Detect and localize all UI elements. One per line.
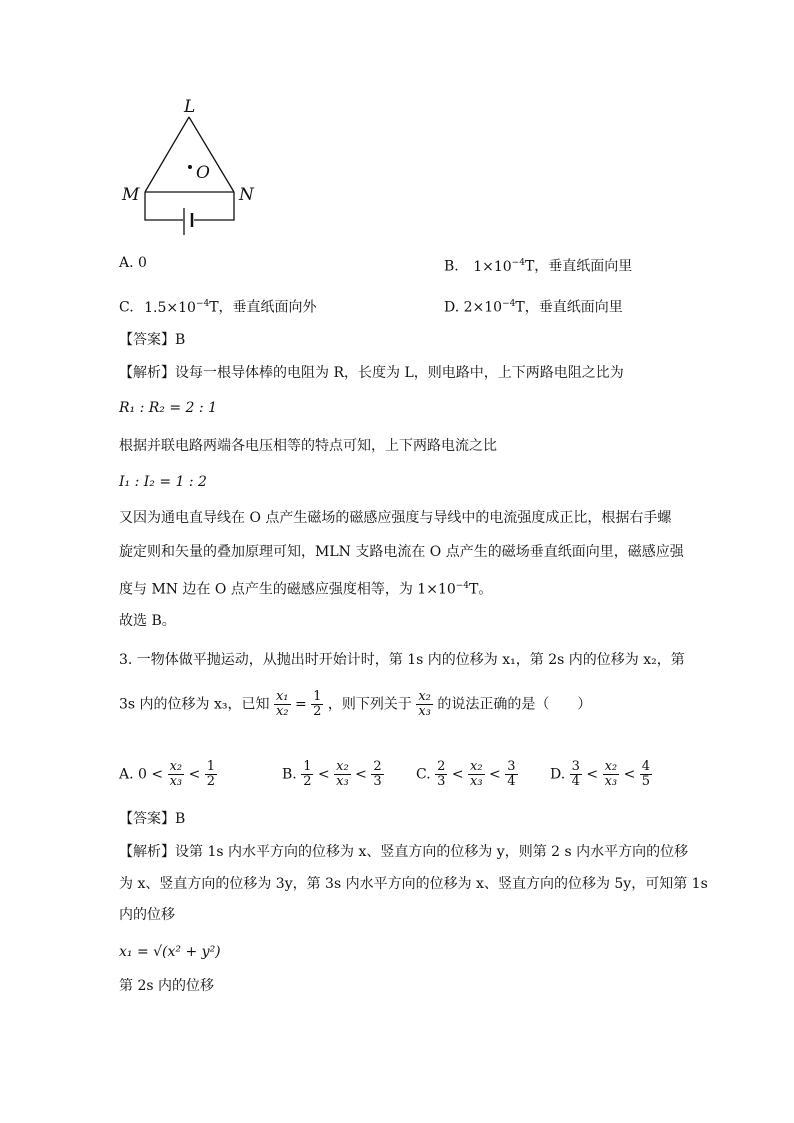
- q2-option-b-exp: −4: [511, 258, 525, 268]
- q3-option-d-label: D.: [550, 766, 566, 783]
- q3-option-c-mid-den: x₃: [470, 774, 483, 789]
- q3-fraction-known: [274, 690, 291, 719]
- q3-fraction-query-num: x₂: [418, 689, 431, 704]
- q2-option-d-label: D.: [444, 299, 460, 316]
- q2-answer-value: B: [175, 332, 186, 348]
- q2-equation-current: I₁ : I₂ = 1 : 2: [119, 474, 207, 490]
- q3-fraction-half-den: 2: [313, 704, 322, 719]
- q3-option-b-upper-num: 2: [373, 759, 382, 774]
- point-o-dot: [188, 165, 192, 169]
- q3-option-c-upper: [505, 760, 517, 789]
- label-m: M: [122, 185, 140, 205]
- q3-answer: [119, 809, 185, 829]
- q3-fraction-half-num: 1: [313, 689, 322, 704]
- q3-option-a-upper-den: 2: [206, 774, 216, 789]
- q3-option-d-lower-den: 4: [571, 774, 580, 789]
- side-ml: [145, 117, 189, 192]
- q3-analysis-line-4: 第 2s 内的位移: [119, 978, 214, 994]
- q3-option-d-mid-den: x₃: [604, 774, 618, 789]
- q2-analysis-line-5: [119, 576, 492, 600]
- q3-option-c-lower-num: 2: [437, 759, 446, 774]
- q3-fraction-known-num: x₁: [275, 689, 289, 704]
- q3-option-a-upper-num: 1: [206, 759, 216, 774]
- q3-option-c-label: C.: [416, 766, 431, 783]
- q3-option-d: [550, 760, 652, 789]
- q3-analysis-line-1: [119, 842, 688, 862]
- q3-equation-x1: x₁ = √(x² + y²): [119, 944, 221, 960]
- q2-analysis-line-2: 根据并联电路两端各电压相等的特点可知，上下两路电流之比: [119, 438, 497, 454]
- q3-option-b-upper: [371, 760, 383, 789]
- label-n: N: [239, 185, 254, 205]
- q3-option-b-lower-num: 1: [303, 759, 312, 774]
- q3-option-d-lt-1: <: [586, 766, 599, 783]
- q2-option-a: A. 0: [119, 255, 147, 271]
- q3-option-b-upper-den: 3: [373, 774, 382, 789]
- wire-left: [145, 192, 183, 220]
- q3-option-d-lt-2: <: [623, 766, 636, 783]
- q3-answer-value: B: [175, 811, 186, 827]
- label-l: L: [184, 97, 196, 117]
- q2-analysis-line-5-text: 度与 MN 边在 O 点产生的磁感应强度相等，为 1×10: [119, 581, 456, 598]
- q3-fraction-half: [311, 690, 323, 719]
- q2-analysis-tag: 【解析】: [119, 365, 175, 381]
- q3-fraction-query-den: x₃: [418, 704, 431, 719]
- triangle-circuit-diagram: [110, 95, 270, 245]
- q3-stem-line-2: [119, 690, 591, 719]
- q3-option-d-upper-den: 5: [641, 774, 651, 789]
- q3-fraction-query: [416, 690, 433, 719]
- q3-option-a-mid-num: x₂: [169, 759, 183, 774]
- q3-stem-text-b: ，则下列关于: [327, 696, 412, 713]
- q2-analysis-line-3: 又因为通电直导线在 O 点产生磁场的磁感应强度与导线中的电流强度成正比，根据右手螺: [119, 510, 672, 526]
- q3-option-a-upper: [205, 760, 217, 789]
- q3-option-b: [282, 760, 384, 789]
- q3-option-c-mid-num: x₂: [470, 759, 483, 774]
- q2-analysis-line-1: [119, 363, 624, 383]
- q2-analysis-line-5-unit: T。: [469, 581, 493, 598]
- q2-analysis-line-5-exp: −4: [455, 581, 470, 591]
- q2-option-b-value: 1×10: [473, 258, 512, 275]
- q3-fraction-known-den: x₂: [275, 704, 289, 719]
- q3-stem-line-1: 3. 一物体做平抛运动，从抛出时开始计时，第 1s 内的位移为 x₁，第 2s 内的位移为 x₂，第: [119, 652, 685, 668]
- q3-option-b-mid-den: x₃: [336, 774, 349, 789]
- q3-option-d-upper: [640, 760, 652, 789]
- q3-option-d-upper-num: 4: [641, 759, 651, 774]
- q3-option-b-lt-2: <: [355, 766, 367, 783]
- q3-option-b-mid-num: x₂: [336, 759, 349, 774]
- q3-option-a: [119, 760, 217, 789]
- q3-option-c-upper-num: 3: [507, 759, 516, 774]
- q3-option-b-lower-den: 2: [303, 774, 312, 789]
- q2-analysis-line-4: 旋定则和矢量的叠加原理可知，MLN 支路电流在 O 点产生的磁场垂直纸面向里，磁感应强: [119, 544, 684, 560]
- q3-option-d-lower: [570, 760, 582, 789]
- q3-stem-text-c: 的说法正确的是（ ）: [437, 696, 592, 713]
- q3-equals: =: [294, 696, 307, 713]
- q2-option-c-unit: T，垂直纸面向外: [209, 299, 317, 316]
- q3-option-b-label: B.: [282, 766, 297, 783]
- q3-analysis-text-1: 设第 1s 内水平方向的位移为 x、竖直方向的位移为 y，则第 2 s 内水平方向的位移: [175, 844, 689, 860]
- q3-option-b-mid: [334, 760, 351, 789]
- q2-analysis-conclusion: 故选 B。: [119, 613, 176, 629]
- label-o: O: [196, 163, 210, 183]
- q3-analysis-tag: 【解析】: [119, 844, 175, 860]
- q2-option-d-exp: −4: [502, 299, 516, 309]
- q3-option-c-lt-2: <: [489, 766, 501, 783]
- q3-option-c: [416, 760, 518, 789]
- q2-analysis-text-1: 设每一根导体棒的电阻为 R，长度为 L，则电路中，上下两路电阻之比为: [175, 365, 624, 381]
- q3-option-c-upper-den: 4: [507, 774, 516, 789]
- q2-answer: [119, 330, 185, 350]
- q2-option-b-unit: T，垂直纸面向里: [524, 258, 633, 275]
- q3-answer-tag: 【答案】: [119, 811, 175, 827]
- q3-option-c-mid: [468, 760, 485, 789]
- q3-option-b-lt-1: <: [317, 766, 330, 783]
- q3-option-d-mid: [603, 760, 620, 789]
- q3-option-c-lt-1: <: [451, 766, 464, 783]
- q3-analysis-line-2: 为 x、竖直方向的位移为 3y，第 3s 内水平方向的位移为 x、竖直方向的位移为 5y，可知第 1s: [119, 876, 708, 892]
- q3-stem-text-a: 3s 内的位移为 x₃，已知: [119, 696, 270, 713]
- q2-answer-tag: 【答案】: [119, 332, 175, 348]
- q3-option-a-lt: <: [188, 766, 201, 783]
- q2-option-c: [119, 294, 317, 318]
- q2-option-b-label: B.: [444, 258, 459, 275]
- q2-equation-resistance: R₁ : R₂ = 2 : 1: [119, 400, 217, 416]
- q3-option-d-mid-num: x₂: [604, 759, 618, 774]
- q3-option-a-mid-den: x₃: [169, 774, 183, 789]
- q3-option-d-lower-num: 3: [571, 759, 580, 774]
- q3-option-b-lower: [301, 760, 313, 789]
- q2-option-c-exp: −4: [195, 299, 210, 309]
- q3-option-a-lower: 0 <: [138, 766, 164, 783]
- q3-option-a-label: A.: [119, 766, 134, 783]
- q2-option-c-label: C.: [119, 299, 134, 316]
- q3-option-c-lower-den: 3: [437, 774, 446, 789]
- q3-analysis-line-3: 内的位移: [119, 907, 175, 923]
- q3-option-a-mid: [168, 760, 185, 789]
- q2-option-d-unit: T，垂直纸面向里: [515, 299, 623, 316]
- q2-option-d-value: 2×10: [463, 299, 503, 316]
- q2-option-b: [444, 253, 632, 277]
- wire-right: [194, 192, 234, 220]
- q2-option-c-value: 1.5×10: [144, 299, 196, 316]
- q2-option-d: [444, 294, 623, 318]
- q3-option-c-lower: [435, 760, 447, 789]
